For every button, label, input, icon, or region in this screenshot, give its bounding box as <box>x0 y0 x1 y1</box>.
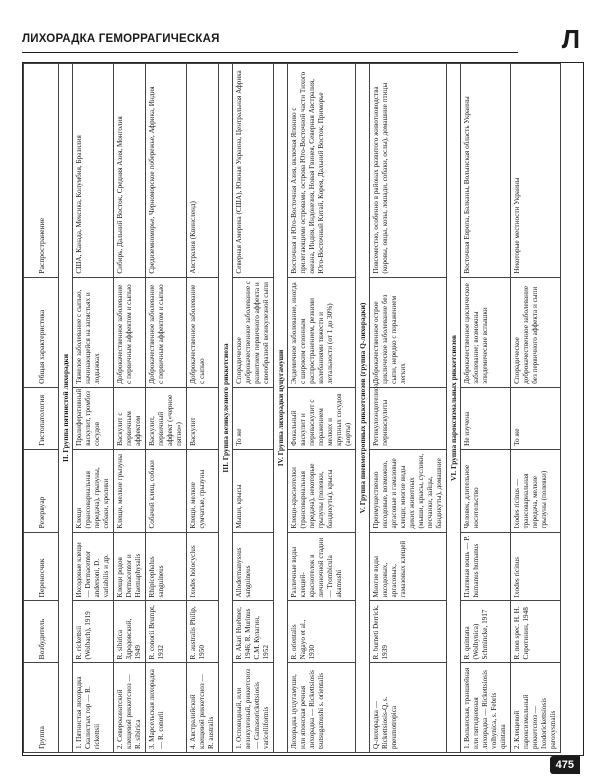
table-cell: Мыши, крысы <box>233 449 274 532</box>
table-cell: Васкулит с первичным аффектом <box>114 387 146 449</box>
table-cell: Восточная Европа, Балканы, Волынская область Украины <box>461 64 511 278</box>
group-heading: II. Группа пятнистой лихорадки <box>59 64 73 753</box>
table-cell: Доброкачественное циклическое заболевание; возможны эпидемические вспышки <box>461 277 511 387</box>
table-cell: Северная Америка (США), Южная Украина, Центральная Африка <box>233 64 274 278</box>
table-row <box>114 64 146 753</box>
table-cell: Ixodes ricinus — трансовариальная передача, мелкие грызуны (полевки) <box>511 449 561 532</box>
table-cell: Пролиферативный васкулит, тромбоз сосудов <box>73 387 114 449</box>
table-cell: Клещи-краснотелки (трансовариальная передача), некоторые грызуны (полевки, бандикуты), крысы <box>288 449 356 532</box>
table-cell: R. Akari Huebner, 1946; R. Murinus C.M. Кулагин, 1952 <box>233 601 274 663</box>
table-row <box>288 64 356 753</box>
running-head: ЛИХОРАДКА ГЕМОРРАГИЧЕСКАЯ <box>22 33 220 45</box>
table-cell: R. australis Philip, 1950 <box>187 601 219 663</box>
table-cell: R. rickettsii (Wolbach), 1919 <box>73 601 114 663</box>
section-letter: Л <box>561 24 580 54</box>
rickettsiosis-table <box>23 63 561 753</box>
table-row <box>73 64 114 753</box>
table-body <box>59 64 561 753</box>
column-header: Переносчик <box>24 532 59 601</box>
table-cell: Сибирь, Дальний Восток, Средняя Азия, Монголия <box>114 64 146 278</box>
rotated-table-page <box>23 63 581 753</box>
table-cell: 1. Пятнистая лихорадка Скалистых гор — R. rickettsii <box>73 663 114 753</box>
table-cell: Доброкачественное заболевание с первичным аффектом и сыпью <box>114 277 146 387</box>
table-cell: R. burneti Derrick, 1939 <box>370 601 447 663</box>
table-cell: Некоторые местности Украины <box>511 64 561 278</box>
column-header: Общая характеристика <box>24 277 59 387</box>
group-heading: V. Группа пневмотропных риккетсиозов (группа Q-лихорадки) <box>356 64 370 753</box>
column-header: Резервуар <box>24 449 59 532</box>
table-cell: Доброкачественное острое циклическое заболевание без сыпи, нередко с поражением легких <box>370 277 447 387</box>
group-heading-row <box>356 64 370 753</box>
table-cell: Собачий клещ, собаки <box>146 449 187 532</box>
table-cell: То же <box>233 387 274 449</box>
table-cell: 3. Марсельская лихорадка — R. conorii <box>146 663 187 753</box>
table-row <box>511 64 561 753</box>
table-cell: Восточная и Юго-Восточная Азия, включая Японию с прилегающими островами, острова Юго-Восточной части Тихого океана, Индия, Индонезия, Новая Гвинея, Северная Австралия, Юго-Восточный Китай, Корея, Дальний Восток, Приморье <box>288 64 356 278</box>
table-header-row <box>24 64 59 753</box>
table-cell: R. non spec. Н. Н. Сиротинин, 1948 <box>511 601 561 663</box>
table-cell: Тяжелое заболевание с сыпью, начинающейся на запястьях и лодыжках <box>73 277 114 387</box>
table-cell: Rhipicephalus sanguineus <box>146 532 187 601</box>
group-heading-row <box>447 64 461 753</box>
table-cell: Фокальный васкулит и периваскулит с поражением мелких и крупных сосудов (аорты) <box>288 387 356 449</box>
table-cell: 2. Североазиатский клещевой риккетсиоз — R. sibirica <box>114 663 146 753</box>
table-cell: Клещи (трансовариальная передача), грызуны, собаки, кролики <box>73 449 114 532</box>
table-row <box>461 64 511 753</box>
column-header: Распространение <box>24 64 59 278</box>
table-cell: Австралия (Квинсленд) <box>187 64 219 278</box>
table-cell: Ретикулоэндотелиоз, периваскулиты <box>370 387 447 449</box>
group-heading-row <box>219 64 233 753</box>
table-cell: Многие виды иксодовых, аргасовых, гамазовых клещей <box>370 532 447 601</box>
table-cell: Ixodes holocyclus <box>187 532 219 601</box>
table-cell: 1. Осповидный, или везикулезный, риккетсиоз — Gamasorickettsiosis varicelliformis <box>233 663 274 753</box>
table-cell: 2. Клещевой пароксизмальный риккетсиоз — Ixodorickettsiosis paroxysmalis <box>511 663 561 753</box>
table-cell: Васкулит, первичный аффект («черное пятно») <box>146 387 187 449</box>
table-cell: Повсеместно, особенно в районах развитого животноводства (коровы, овцы, козы, лошади, собаки, ослы), домашние птицы <box>370 64 447 278</box>
table-row <box>187 64 219 753</box>
table-cell: Клещи родов Dermacentor и Haemaphysalis <box>114 532 146 601</box>
table-cell: R. sibirica Здродовский, 1949 <box>114 601 146 663</box>
table-cell: Васкулит <box>187 387 219 449</box>
table-cell: Доброкачественное заболевание с сыпью <box>187 277 219 387</box>
table-cell: Преимущественно иксодовые, возможно, аргасовые и гамазовые клещи; многие виды диких животных (мыши, крысы, суслики, песчанки, зайцы, бандикуты), домашние <box>370 449 447 532</box>
table-cell: Эндемичное заболевание, иногда с широким сезонным распространением, резкими колебаниями тяжести и летальности (от 1 до 30%) <box>288 277 356 387</box>
column-header: Группа <box>24 663 59 753</box>
table-cell: Человек, длительное носительство <box>461 449 511 532</box>
table-cell: Доброкачественное заболевание с первичным аффектом и сыпью <box>146 277 187 387</box>
table-cell: Q-лихорадка — Rickettsiosis-Q, s. pneumotropica <box>370 663 447 753</box>
table-cell: R. orientalis Nagayo et al., 1930 <box>288 601 356 663</box>
table-cell: Спорадическое доброкачественное заболевание с развитием первичного аффекта и своеобразной везикулезной сыпи <box>233 277 274 387</box>
table-cell: Иксодовые клещи — Dermacentor andersoni, D. variabilis и др. <box>73 532 114 601</box>
table-cell: 1. Волынская, траншейная или пятидневная лихорадка — Rickettsiosis volhynica, s. Febris quintana <box>461 663 511 753</box>
column-header: Гистопатология <box>24 387 59 449</box>
group-heading: III. Группа везикулезного риккетсиоза <box>219 64 233 753</box>
page-number: 475 <box>550 756 580 774</box>
table-cell: То же <box>511 387 561 449</box>
group-heading-row <box>274 64 288 753</box>
group-heading-row <box>59 64 73 753</box>
table-cell: Платяная вошь — P. humanus humanus <box>461 532 511 601</box>
table-cell: Allodermanyssus sanguineus <box>233 532 274 601</box>
table-cell: Клещи, мелкие грызуны <box>114 449 146 532</box>
table-row <box>233 64 274 753</box>
table-cell: Спорадическое доброкачественное заболевание без первичного аффекта и сыпи <box>511 277 561 387</box>
table-cell: Различные виды клещей-краснотелок в личиночной стадии — Trombicula akamushi <box>288 532 356 601</box>
table-cell: Клещи, мелкие сумчатые, грызуны <box>187 449 219 532</box>
table-cell: Средиземноморье, Черноморское побережье, Африка, Индия <box>146 64 187 278</box>
group-heading: IV. Группа лихорадки цуцугамуши <box>274 64 288 753</box>
table-row <box>146 64 187 753</box>
table-row <box>370 64 447 753</box>
table-cell: R. quintana (Wolhynica) Schmincke, 1917 <box>461 601 511 663</box>
table-cell: Не изучена <box>461 387 511 449</box>
table-cell: Ixodes ricinus <box>511 532 561 601</box>
group-heading: VI. Группа пароксизмальных риккетсиозов <box>447 64 461 753</box>
column-header: Возбудитель <box>24 601 59 663</box>
table-cell: США, Канада, Мексика, Колумбия, Бразилия <box>73 64 114 278</box>
table-cell: Лихорадка цуцугамуши, или японская речная лихорадка — Rickettsiosis tsutsugamushi s. orientalis <box>288 663 356 753</box>
table-cell: 4. Австралийский клещевой риккетсиоз — R. australis <box>187 663 219 753</box>
header-rule <box>22 52 518 53</box>
table-cell: R. conorii Brumpt, 1932 <box>146 601 187 663</box>
